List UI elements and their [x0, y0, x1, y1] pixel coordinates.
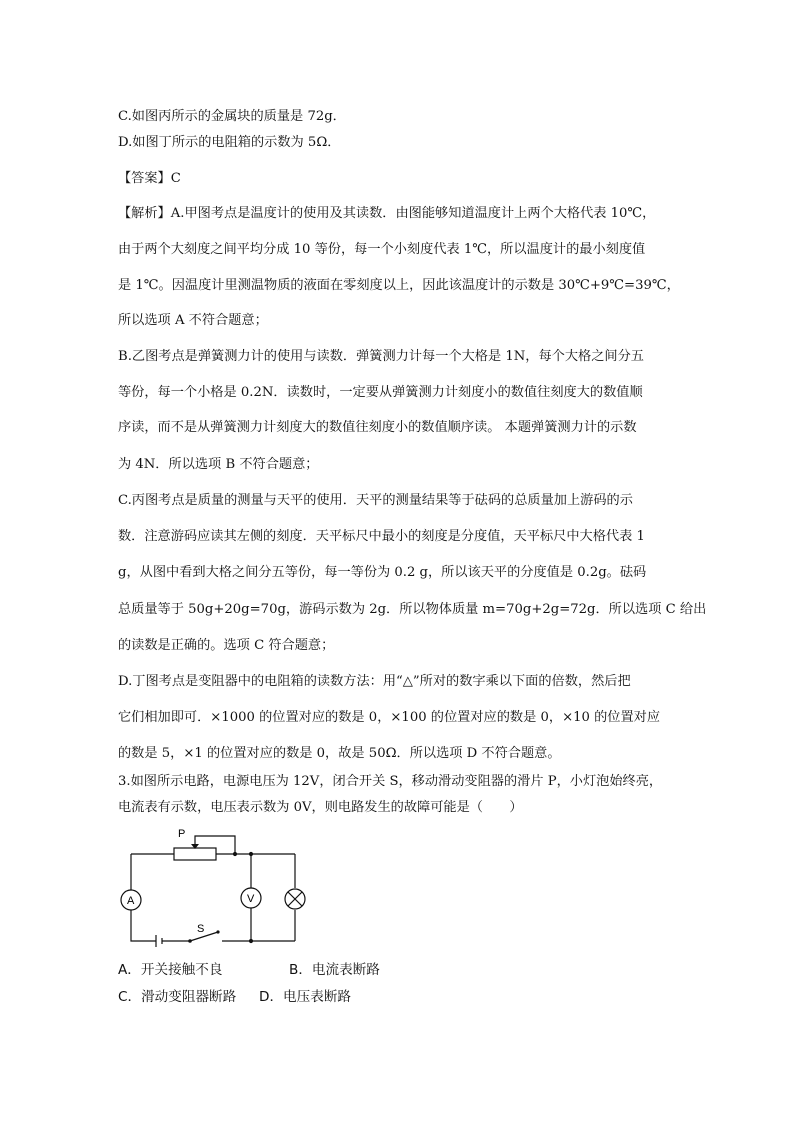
analysis-line: 是 1℃。因温度计里测温物质的液面在零刻度以上，因此该温度计的示数是 30℃+9℃=39℃，	[118, 278, 680, 293]
analysis-line: D.丁图考点是变阻器中的电阻箱的读数方法：用“△”所对的数字乘以下面的倍数，然后把	[118, 674, 631, 689]
analysis-line: C.丙图考点是质量的测量与天平的使用．天平的测量结果等于砝码的总质量加上游码的示	[118, 493, 633, 508]
switch-icon	[190, 932, 295, 941]
options-row-1	[118, 961, 380, 979]
lamp-cross-icon	[288, 892, 302, 906]
option-b: B．电流表断路	[289, 962, 380, 978]
analysis-line: 等份，每一个小格是 0.2N．读数时，一定要从弹簧测力计刻度小的数值往刻度大的数值顺	[118, 385, 643, 400]
switch-contact	[188, 939, 192, 943]
rheostat-icon	[174, 848, 216, 860]
analysis-line: B.乙图考点是弹簧测力计的使用与读数．弹簧测力计每一个大格是 1N，每个大格之间分五	[118, 349, 644, 364]
question-3-line: 3.如图所示电路，电源电压为 12V，闭合开关 S，移动滑动变阻器的滑片 P，小灯泡始终亮，	[118, 774, 663, 789]
option-a: A．开关接触不良	[118, 962, 223, 978]
analysis-line: 所以选项 A 不符合题意；	[118, 313, 268, 328]
analysis-line: 的读数是正确的。选项 C 符合题意；	[118, 638, 335, 653]
voltmeter-label: V	[247, 893, 255, 905]
junction-dot	[249, 852, 253, 856]
analysis-line: 【解析】A.甲图考点是温度计的使用及其读数．由图能够知道温度计上两个大格代表 10℃，	[118, 206, 656, 221]
analysis-line: 总质量等于 50g+20g=70g，游码示数为 2g．所以物体质量 m=70g+2g=72g．所以选项 C 给出	[118, 602, 707, 617]
junction-dot	[233, 852, 237, 856]
ammeter-label: A	[127, 895, 135, 907]
circuit-diagram	[118, 824, 308, 948]
switch-label: S	[197, 923, 205, 935]
option-c-line: C.如图丙所示的金属块的质量是 72g．	[118, 109, 346, 124]
answer-line: 【答案】C	[118, 171, 181, 186]
analysis-line: 由于两个大刻度之间平均分成 10 等份，每一个小刻度代表 1℃，所以温度计的最小刻度值	[118, 242, 646, 257]
junction-dot	[249, 939, 253, 943]
battery-icon	[154, 935, 190, 947]
option-d: D．电压表断路	[259, 989, 352, 1005]
analysis-line: 序读，而不是从弹簧测力计刻度大的数值往刻度小的数值顺序读。 本题弹簧测力计的示数	[118, 420, 637, 435]
analysis-line: g，从图中看到大格之间分五等份，每一等份为 0.2 g，所以该天平的分度值是 0.2g。砝码	[118, 565, 647, 580]
analysis-line: 的数是 5，×1 的位置对应的数是 0，故是 50Ω．所以选项 D 不符合题意。	[118, 746, 561, 761]
analysis-line: 它们相加即可．×1000 的位置对应的数是 0，×100 的位置对应的数是 0，×10 的位置对应	[118, 710, 661, 725]
left-wire	[131, 854, 154, 941]
option-c: C．滑动变阻器断路	[118, 989, 237, 1005]
option-d-line: D.如图丁所示的电阻箱的示数为 5Ω．	[118, 135, 341, 150]
switch-contact	[216, 930, 219, 933]
question-3-line: 电流表有示数，电压表示数为 0V，则电路发生的故障可能是（ ）	[118, 800, 523, 815]
slider-arm	[195, 836, 235, 854]
analysis-line: 数．注意游码应读其左侧的刻度．天平标尺中最小的刻度是分度值，天平标尺中大格代表 1	[118, 529, 645, 544]
analysis-line: 为 4N．所以选项 B 不符合题意；	[118, 457, 319, 472]
slider-label: P	[178, 828, 186, 840]
options-row-2	[118, 988, 351, 1006]
